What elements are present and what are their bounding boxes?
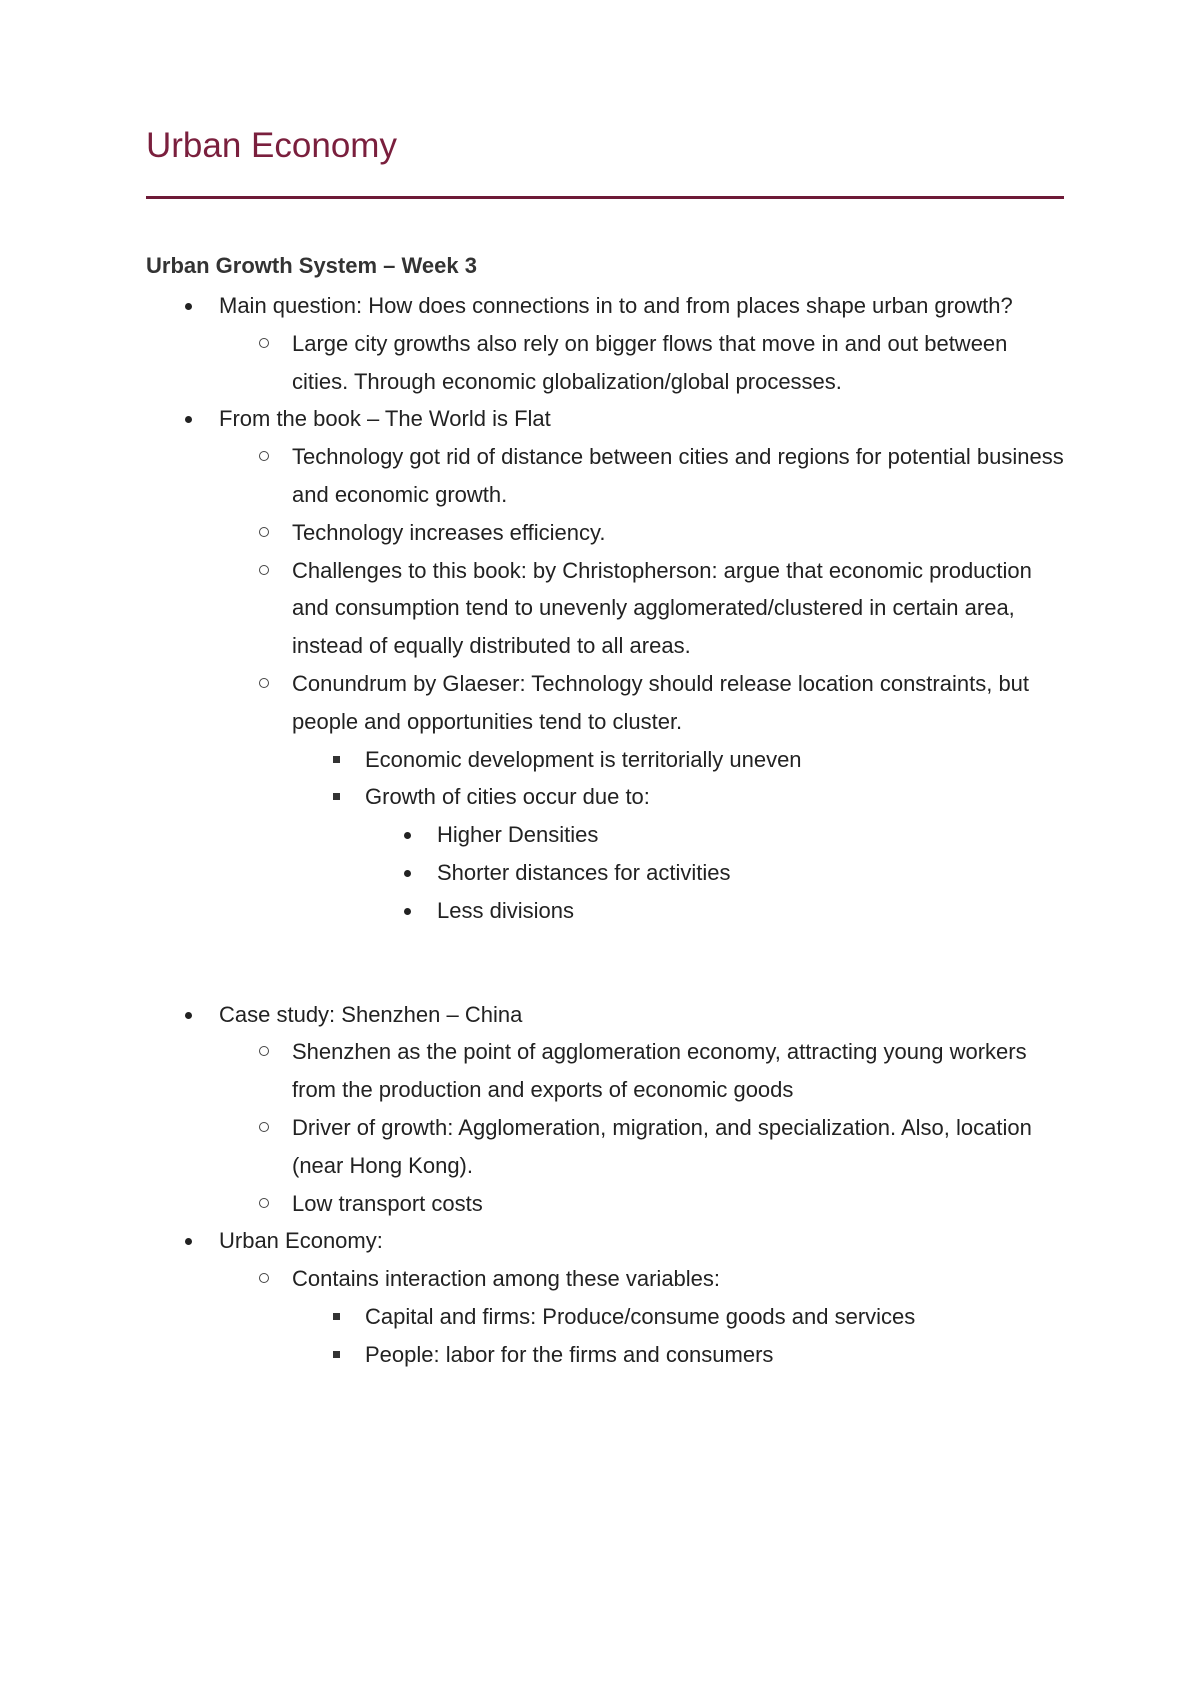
list-item: Capital and firms: Produce/consume goods and services	[292, 1298, 1064, 1336]
bullet-list	[146, 996, 1064, 1374]
list-item: Case study: Shenzhen – China Shenzhen as the point of agglomeration economy, attracting young workers from the production and exports of economic goods Driver of growth: Agglomeration, migration, and specialization. Also, location (near Hong Kong). Low transport costs	[146, 996, 1064, 1223]
document-page	[146, 118, 1064, 1374]
sub-list	[292, 1298, 1064, 1374]
sub-list	[292, 741, 1064, 930]
list-item: Main question: How does connections in to and from places shape urban growth? Large city growths also rely on bigger flows that move in and out between cities. Through economic globalization/global processes.	[146, 287, 1064, 400]
list-item: Conundrum by Glaeser: Technology should release location constraints, but people and opportunities tend to cluster. Economic development is territorially uneven Growth of cities occur due to: Higher Densities Shorter distances for activities Less divisions	[219, 665, 1064, 930]
list-item: Driver of growth: Agglomeration, migration, and specialization. Also, location (near Hong Kong).	[219, 1109, 1064, 1185]
list-item: Urban Economy: Contains interaction among these variables: Capital and firms: Produce/consume goods and services People: labor for the firms and consumers	[146, 1222, 1064, 1373]
list-item: Economic development is territorially uneven	[292, 741, 1064, 779]
list-item: From the book – The World is Flat Technology got rid of distance between cities and regions for potential business and economic growth. Technology increases efficiency. Challenges to this book: by Christopherson: argue that economic production and consumption tend to unevenly agglomerated/clustered in certain area, instead of equally distributed to all areas. Conundrum by Glaeser: Technology should release location constraints, but people and opportunities tend to cluster. Economic development is territorially uneven Growth of cities occur due to: Higher Densities Shorter distances for activities Less divisions	[146, 400, 1064, 929]
list-item: Low transport costs	[219, 1185, 1064, 1223]
title-divider	[146, 196, 1064, 199]
bullet-list	[146, 287, 1064, 930]
list-item: Technology got rid of distance between cities and regions for potential business and economic growth.	[219, 438, 1064, 514]
list-item: Challenges to this book: by Christopherson: argue that economic production and consumption tend to unevenly agglomerated/clustered in certain area, instead of equally distributed to all areas.	[219, 552, 1064, 665]
list-item: Growth of cities occur due to: Higher Densities Shorter distances for activities Less divisions	[292, 778, 1064, 929]
document-title: Urban Economy	[146, 126, 397, 165]
sub-list	[219, 325, 1064, 401]
list-item: Shorter distances for activities	[365, 854, 1064, 892]
list-item: Less divisions	[365, 892, 1064, 930]
list-item: People: labor for the firms and consumers	[292, 1336, 1064, 1374]
sub-list	[219, 1260, 1064, 1373]
list-item: Contains interaction among these variables: Capital and firms: Produce/consume goods and services People: labor for the firms and consumers	[219, 1260, 1064, 1373]
sub-list	[219, 1033, 1064, 1222]
sub-list	[219, 438, 1064, 929]
list-item: Shenzhen as the point of agglomeration economy, attracting young workers from the production and exports of economic goods	[219, 1033, 1064, 1109]
blank-line	[146, 930, 1064, 991]
list-item: Higher Densities	[365, 816, 1064, 854]
sub-list	[365, 816, 1064, 929]
list-item: Large city growths also rely on bigger flows that move in and out between cities. Through economic globalization/global processes.	[219, 325, 1064, 401]
list-item: Technology increases efficiency.	[219, 514, 1064, 552]
section-heading: Urban Growth System – Week 3	[146, 253, 477, 278]
